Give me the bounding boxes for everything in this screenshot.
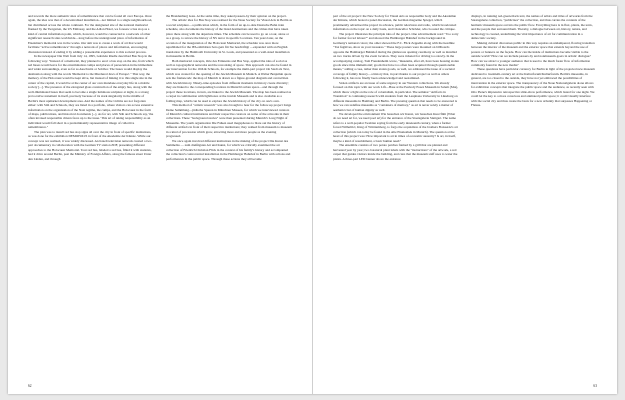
- right-page-column-1: [333, 14, 459, 376]
- book-spread: [8, 6, 617, 394]
- paragraph: and towards the more authentic sites of remembrance that can be found all over Europe. Once again, the idea was that of a decentralised installation—not limited to a single neighbourhood, but distributed across the whole continent. For the designated site of the national memorial flanked by the Tiergarten, the US Embassy, and the Adlon Hotel, we foresaw a bus stop as a kind of central information point, which, however, would be connected to a network of other significant research sites worldwide—long before the underground place of information of Eisenman's memorial was in the works. Our aim was to create a work of art that would facilitate "active remembrance" through a network of places and information, encouraging discussion instead of ending it by adding a presentable experience to this societal process.: [28, 14, 153, 54]
- right-page-columns: [333, 14, 597, 376]
- paragraph: These questions have particular currency for Berlin in light of the projected new museum dedicated to twentieth-century art at the Kulturforum/Kulturforum. Berlin's museums, in general, are too closed to the outside, they have not yet embraced the possibilities of intervention in the exterior space. The transparency of the Neue Nationalgalerie alone allows for exhibition concepts that integrate the public space and the audience, as recently seen with Otto Piene's impressive retrospective slide-show performance, which lasted for one night. We could let the key to a more conscious and animated public space; it could visually interfere with the social city and thus create the basis for a new urbanity that surpasses Happening or Fluxus.: [471, 67, 595, 108]
- paragraph: part of the art project: the New Society for Visual Arts as responsible body and the Akademie der Künste, which hosted a panel discussion, the German magazine Spiegel, which prominently advertised the project in advance, public television and radio, which broadcasted information on the topic on a daily basis, and Chancellor Schröder, who boosted the critique.: [333, 14, 457, 32]
- right-page-number: 63: [593, 384, 597, 388]
- paragraph: The ensemble consists of two potato patches framed by a grill that are planted and harvested year by year; two botanical plant labels with the "instructions" of the artwork, a red carpet that guides visitors inside the building, and cans that the museum staff uses to water the plants. A three-part LED banner above the entrance: [333, 143, 458, 161]
- paragraph: the Brandenburg Gate. At the same time, they asked passers-by their opinion on the project.: [166, 14, 287, 18]
- paragraph: The artistic idea for Bus Stop was realised for the Neue Society for Visual Arts in Berlin as a social sculpture—a publication which, in the form of an up-to-date Deutsche Bahn train schedule, also documents the history of the listed destinations and the crimes that have taken place there along with the departure times. The schedule can be used to go on a tour, alone or as a group, to retrace the history of NS terror in specific locations. Ten years later, on the occasion of the inauguration of the Holocaust Memorial, the schedule was once more republished for the IFA exhibition Sera gern für Sie beschäftigt —expanded with an English translation by the Humboldt University in St. Louis, and presented as a wall-sized installation in museums in Berlin.: [166, 18, 292, 59]
- left-page-column-1: [28, 14, 154, 376]
- paragraph: Both memorial concepts, Orte des Erinnerns and Bus Stop, applied the idea of social as well as topographical networks and the reworking of space. This approach can also be found in our intervention for the 16th & Schnock, for example the multi-part project On Stadt als Text, which was created for the opening of the Jewish Museum in Munich. A Walter Benjamin quote sets the framework: the map of Munich is drawn as a figure-ground diagram and overwritten with Jewish history. Ninety-nine episodes from different moments in history create diversity; they are linked to the corresponding locations in Munich's urban space—and through the project these locations, in turn, are linked to the Jewish Museum. The map has been realised as a carpet in combination with lightboxes at the Jewish Museum and is also available as a folding map, which can be used to explore the Jewish history of the city on one's own.: [166, 58, 292, 103]
- paragraph: In the newspaper Die Welt from July 14, 1995, Gabriele Riedle described Bus Stop in the following way: "Instead of a memorial, they planned to erect a bus stop on the site, from which red buses would leave for the extermination camps and places of persecution in the immediate and wider surroundings, even as far as Auschwitz or Sobibor. The buses would display the destination along with the words 'Memorial to the Murdered Jews of Europe'." That way, the memory of the Holocaust would be kept alive, but instead of linking it to this single site in the center of the capital, it would be at the center of our own mundane everyday life in a mobile society [...]. The presence of the elongated glass construction of the empty bus, along with the well-illuminated buses that seem to become a single luminous sculpture at night, is a strong provocative statement in itself, precisely because of its stark singularity in the middle of Berlin's most upmarket development area. And the names of the victims are not forgotten either: with Stih and Schnock, they are listed in a portfolio, where visitors can access extensive information on the organisation of the Nazi regime, the camps, and the Holocaust in the form of maps, publications, and historical documents [...]. As for art, with Stih and Schnock say, 'the often invoked responsible citizen faces up to the issue.' This art of taking responsibility as an individual would fall short in a predominantly representative image of collective remembrance.": [28, 54, 154, 130]
- left-page-columns: [28, 14, 292, 376]
- left-page: [8, 6, 312, 394]
- paragraph: Making cultural discourses public in this way requires an unhampered, flowing transition between the interior of the museum and the exterior space that extends beyond the use of posters or banners on the façade. How can the inside of institutions become visible to the outside world? How can we include passers-by and nonmuseum-goers in artistic dialogue? How can we attract a younger audience that is used to the much faster flow of information commonly found in the new media?: [471, 40, 595, 67]
- left-page-number: 62: [28, 384, 32, 388]
- paragraph: displays, in running red-green-black text, the names of artists and titles of artworks from the Staatsgalerie collection, "publicizes" the collection, and thus carries the contents of the hermetic museum space out into the public flow. Everything here is in flux, plants, the texts, and the people that surround them. Thereby, a dialogue between art, history, nature, and technology is created, underlining the vital importance of art for communication in a democratic society.: [471, 14, 593, 41]
- right-page: [313, 6, 617, 394]
- paragraph: The plan was to install red bus stop signs all over the city in front of specific institutions, as was done for the exhibition DEMOPOLIS in front of the Akademie der Künste. While our concept was not realised, it was widely discussed. An Israeli television network created a two-part documentary in collaboration with the German TV station ZDF, presenting different approaches to the Holocaust Memorial. Tour red bus, labeled a red bus, filled it with students, had it drive around Berlin, past the Ministry of Foreign Affairs, along the famous street Unter den Linden, and through: [28, 129, 153, 161]
- right-page-column-2: [471, 14, 597, 376]
- paragraph: We once again involved different institutions in the making of the project Die Kunst des Sammelns — zum dreißigsten Art und Kunst, for which we critically examined the art collection of Friedrich Christian Flick in the context of his family's history and accompanied the collection's controversial installation in the Hamburger Bahnhof in Berlin with actions and performances in the public space. Through these actions they all became: [166, 138, 291, 161]
- paragraph: We developed the environment Wie besuchen wir Kunst, wir besuchen Kurz/film (What do we need art for, we need pool art) for the entrance of the Staatsgalerie Stuttgart. The name refers to a well-popular Swabian saying from the early nineteenth century, when a farmer forced Wilhelm I, King of Württemberg, to forgo the acquisition of the brothers Boisserée's art collection (which can today be found in the Alte Pinakothek in Munich). The question at the heart of this project was: How important is art in times of economic austerity? Is art, in itself, maybe a kind of nourishment, a basic human need?: [333, 111, 458, 143]
- paragraph: Stolen artifacts are an issue of some urgency in our Western collections. We already focused on this topic with our work Lift—Base at the Peabody Essex Museum in Salem (MA), which threw a light on the role of colonialism, in particular. The seminar "Artifacts in Transition" is continuing research with students from the Leuphana University in Lüneburg on different museums in Hamburg and Berlin. The pressing question that needs to be answered is how we can redefine museums as "containers of memory," as art is never solely a matter of aesthetics but of human dignity as well.: [333, 80, 459, 112]
- paragraph: This method of "artistic research" was also brought to bear for the follow-up project Zeige Deine Sammlung—jüdische Spuren in Münchner Museen, for which we interviewed curators of Munich's cultural institutions and their respective curators on some of the artworks in their collections. These "background stories" were then presented during Munich's Long Night of Museums. The youth organisation Die Falken used megaphones to blare out the history of different artifacts in front of their respective institutions; they walked from museum to museum in a kind of procession which grew, attracting more and more people as the evening progressed.: [166, 103, 292, 139]
- left-page-column-2: [166, 14, 292, 376]
- paragraph: The project illustrates the principle idea of the project. One advertisement read: "Too sorry for former forced labour?" and showed the Hamburger Bahnhof in the background in Germany's national colors; the other showed the F.C. Flick Zeppelin along with the headline "Tax fugitives, show us your treasures." These large posters were mounted on billboards opposite the Hamburger Bahnhof during the glamorous opening ceremony as well as installed on two trucks driven by the event location. They were ticketed for driving too slowly. In the accompanying catalog, Tom Freudenheim wrote, "museums, after all, have been housing stolen goods since time immemorial; goods that have too often been acquired through questionable means," adding a case, rather than stolen goods, as well, we addressed the issue of a societal coverage of family history—a history that, in part thanks to our project as well as others following it, has now finally been acknowledged and reexamined.: [333, 31, 459, 81]
